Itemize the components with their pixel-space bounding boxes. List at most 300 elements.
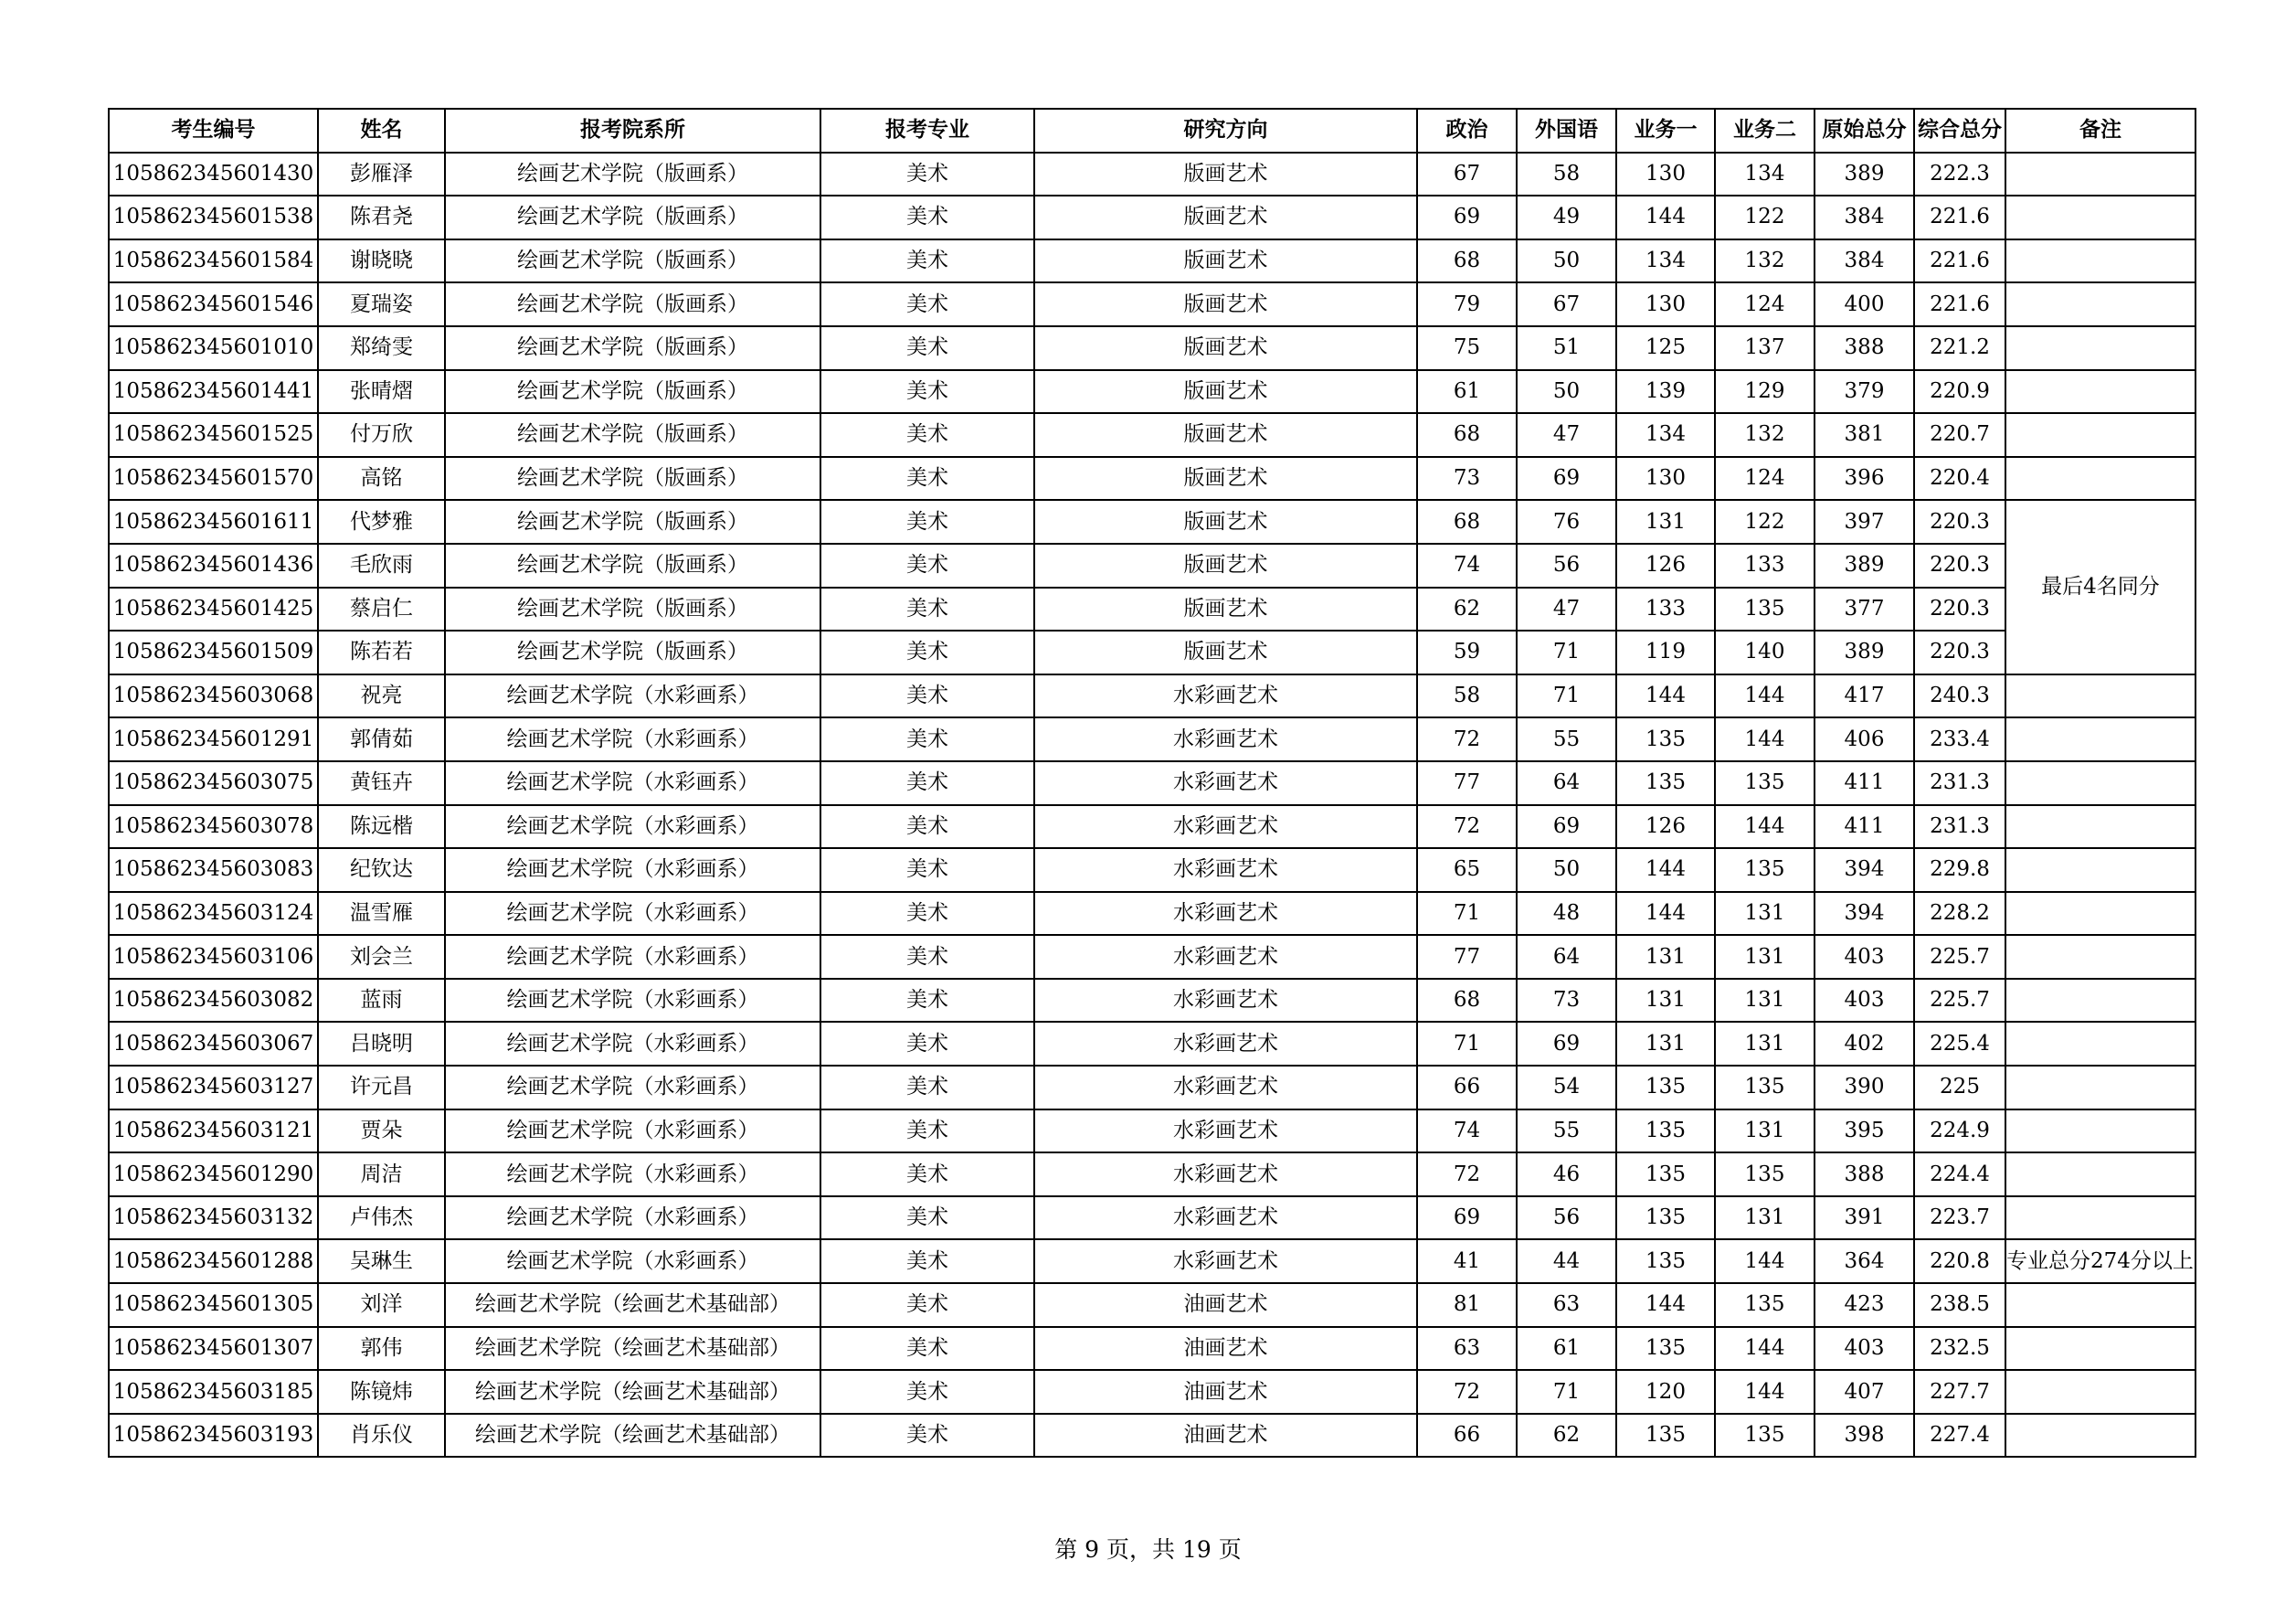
cell-col-politics: 72 xyxy=(1417,1370,1517,1414)
cell-col-direction: 水彩画艺术 xyxy=(1034,1196,1417,1240)
cell-col-composite-total: 231.3 xyxy=(1914,761,2005,805)
cell-col-subject-two: 124 xyxy=(1715,457,1815,501)
cell-col-subject-two: 135 xyxy=(1715,1283,1815,1327)
cell-col-politics: 62 xyxy=(1417,588,1517,632)
cell-col-composite-total: 240.3 xyxy=(1914,674,2005,718)
cell-col-major: 美术 xyxy=(820,500,1034,544)
cell-col-foreign-language: 71 xyxy=(1517,674,1616,718)
cell-col-major: 美术 xyxy=(820,588,1034,632)
cell-col-raw-total: 403 xyxy=(1815,1327,1914,1371)
cell-col-name: 许元昌 xyxy=(318,1066,445,1109)
cell-col-major: 美术 xyxy=(820,282,1034,326)
cell-col-raw-total: 403 xyxy=(1815,979,1914,1023)
cell-col-major: 美术 xyxy=(820,326,1034,370)
cell-col-department: 绘画艺术学院（版画系） xyxy=(445,413,820,457)
cell-col-id: 105862345601307 xyxy=(109,1327,318,1371)
cell-col-subject-two: 135 xyxy=(1715,761,1815,805)
cell-col-raw-total: 390 xyxy=(1815,1066,1914,1109)
cell-col-composite-total: 220.3 xyxy=(1914,544,2005,588)
cell-col-raw-total: 384 xyxy=(1815,239,1914,283)
cell-col-id: 105862345603185 xyxy=(109,1370,318,1414)
cell-col-composite-total: 229.8 xyxy=(1914,848,2005,892)
cell-col-foreign-language: 55 xyxy=(1517,717,1616,761)
cell-col-department: 绘画艺术学院（版画系） xyxy=(445,370,820,414)
cell-col-direction: 版画艺术 xyxy=(1034,457,1417,501)
cell-col-name: 贾朵 xyxy=(318,1109,445,1153)
cell-col-foreign-language: 67 xyxy=(1517,282,1616,326)
cell-col-foreign-language: 69 xyxy=(1517,805,1616,849)
table-row xyxy=(109,979,2195,1023)
page-footer: 第 9 页，共 19 页 xyxy=(1054,1536,1242,1563)
header-col-politics: 政治 xyxy=(1417,109,1517,153)
cell-col-raw-total: 394 xyxy=(1815,892,1914,936)
cell-col-major: 美术 xyxy=(820,1066,1034,1109)
cell-col-department: 绘画艺术学院（版画系） xyxy=(445,500,820,544)
cell-col-composite-total: 228.2 xyxy=(1914,892,2005,936)
cell-col-name: 付万欣 xyxy=(318,413,445,457)
cell-col-department: 绘画艺术学院（版画系） xyxy=(445,196,820,239)
cell-col-direction: 版画艺术 xyxy=(1034,153,1417,196)
cell-col-name: 蔡启仁 xyxy=(318,588,445,632)
cell-col-subject-one: 131 xyxy=(1616,1022,1715,1066)
cell-col-politics: 72 xyxy=(1417,805,1517,849)
cell-col-name: 郑绮雯 xyxy=(318,326,445,370)
cell-col-name: 温雪雁 xyxy=(318,892,445,936)
cell-col-id: 105862345601546 xyxy=(109,282,318,326)
cell-col-id: 105862345603075 xyxy=(109,761,318,805)
cell-col-foreign-language: 64 xyxy=(1517,935,1616,979)
cell-col-id: 105862345601436 xyxy=(109,544,318,588)
cell-col-foreign-language: 47 xyxy=(1517,588,1616,632)
cell-col-major: 美术 xyxy=(820,1196,1034,1240)
cell-col-name: 纪钦达 xyxy=(318,848,445,892)
cell-col-subject-one: 135 xyxy=(1616,717,1715,761)
cell-col-department: 绘画艺术学院（版画系） xyxy=(445,588,820,632)
cell-col-id: 105862345601538 xyxy=(109,196,318,239)
cell-col-name: 陈远楷 xyxy=(318,805,445,849)
cell-col-department: 绘画艺术学院（绘画艺术基础部） xyxy=(445,1327,820,1371)
cell-col-foreign-language: 51 xyxy=(1517,326,1616,370)
cell-col-department: 绘画艺术学院（版画系） xyxy=(445,326,820,370)
cell-col-raw-total: 377 xyxy=(1815,588,1914,632)
cell-col-subject-two: 129 xyxy=(1715,370,1815,414)
header-col-foreign-language: 外国语 xyxy=(1517,109,1616,153)
cell-col-id: 105862345601291 xyxy=(109,717,318,761)
cell-col-id: 105862345601010 xyxy=(109,326,318,370)
cell-col-name: 刘会兰 xyxy=(318,935,445,979)
cell-col-id: 105862345603082 xyxy=(109,979,318,1023)
table-row xyxy=(109,1414,2195,1458)
cell-col-composite-total: 227.4 xyxy=(1914,1414,2005,1458)
cell-col-composite-total: 225.7 xyxy=(1914,935,2005,979)
cell-col-composite-total: 231.3 xyxy=(1914,805,2005,849)
header-col-name: 姓名 xyxy=(318,109,445,153)
cell-col-remarks xyxy=(2005,282,2195,326)
cell-col-major: 美术 xyxy=(820,1239,1034,1283)
cell-col-department: 绘画艺术学院（水彩画系） xyxy=(445,674,820,718)
cell-col-direction: 水彩画艺术 xyxy=(1034,1066,1417,1109)
cell-col-subject-one: 126 xyxy=(1616,544,1715,588)
cell-col-major: 美术 xyxy=(820,1109,1034,1153)
cell-col-major: 美术 xyxy=(820,805,1034,849)
cell-col-direction: 水彩画艺术 xyxy=(1034,805,1417,849)
cell-col-remarks xyxy=(2005,1022,2195,1066)
cell-col-major: 美术 xyxy=(820,1327,1034,1371)
cell-col-raw-total: 389 xyxy=(1815,153,1914,196)
cell-col-direction: 版画艺术 xyxy=(1034,282,1417,326)
cell-col-politics: 71 xyxy=(1417,1022,1517,1066)
cell-col-foreign-language: 58 xyxy=(1517,153,1616,196)
cell-col-composite-total: 232.5 xyxy=(1914,1327,2005,1371)
cell-col-subject-one: 134 xyxy=(1616,413,1715,457)
cell-col-subject-two: 133 xyxy=(1715,544,1815,588)
cell-col-subject-two: 122 xyxy=(1715,196,1815,239)
cell-col-major: 美术 xyxy=(820,848,1034,892)
cell-col-department: 绘画艺术学院（版画系） xyxy=(445,457,820,501)
cell-col-foreign-language: 56 xyxy=(1517,1196,1616,1240)
cell-col-remarks xyxy=(2005,1327,2195,1371)
cell-col-subject-two: 124 xyxy=(1715,282,1815,326)
table-row xyxy=(109,674,2195,718)
cell-col-subject-one: 139 xyxy=(1616,370,1715,414)
cell-col-major: 美术 xyxy=(820,935,1034,979)
cell-col-subject-two: 144 xyxy=(1715,674,1815,718)
cell-col-foreign-language: 76 xyxy=(1517,500,1616,544)
cell-col-raw-total: 411 xyxy=(1815,805,1914,849)
cell-col-id: 105862345601441 xyxy=(109,370,318,414)
cell-col-remarks xyxy=(2005,370,2195,414)
cell-col-remarks xyxy=(2005,196,2195,239)
cell-col-remarks xyxy=(2005,674,2195,718)
cell-col-subject-two: 131 xyxy=(1715,979,1815,1023)
cell-col-politics: 59 xyxy=(1417,631,1517,674)
table-row xyxy=(109,544,2195,588)
cell-col-subject-one: 135 xyxy=(1616,1414,1715,1458)
cell-col-direction: 油画艺术 xyxy=(1034,1283,1417,1327)
cell-col-politics: 81 xyxy=(1417,1283,1517,1327)
cell-col-politics: 72 xyxy=(1417,717,1517,761)
cell-col-composite-total: 220.7 xyxy=(1914,413,2005,457)
cell-col-raw-total: 423 xyxy=(1815,1283,1914,1327)
cell-col-department: 绘画艺术学院（水彩画系） xyxy=(445,717,820,761)
cell-col-id: 105862345603078 xyxy=(109,805,318,849)
cell-col-subject-one: 131 xyxy=(1616,935,1715,979)
cell-col-remarks xyxy=(2005,457,2195,501)
cell-col-foreign-language: 46 xyxy=(1517,1152,1616,1196)
cell-col-direction: 水彩画艺术 xyxy=(1034,674,1417,718)
cell-col-id: 105862345603132 xyxy=(109,1196,318,1240)
cell-col-direction: 水彩画艺术 xyxy=(1034,1239,1417,1283)
table-row xyxy=(109,1066,2195,1109)
cell-col-politics: 68 xyxy=(1417,500,1517,544)
cell-col-direction: 版画艺术 xyxy=(1034,370,1417,414)
cell-col-subject-one: 135 xyxy=(1616,761,1715,805)
cell-col-remarks xyxy=(2005,1152,2195,1196)
cell-col-politics: 71 xyxy=(1417,892,1517,936)
header-col-direction: 研究方向 xyxy=(1034,109,1417,153)
cell-col-id: 105862345603121 xyxy=(109,1109,318,1153)
cell-col-direction: 油画艺术 xyxy=(1034,1414,1417,1458)
cell-col-department: 绘画艺术学院（水彩画系） xyxy=(445,1109,820,1153)
cell-col-foreign-language: 50 xyxy=(1517,239,1616,283)
table-row xyxy=(109,1022,2195,1066)
cell-col-subject-one: 130 xyxy=(1616,457,1715,501)
cell-col-direction: 版画艺术 xyxy=(1034,588,1417,632)
cell-col-remarks xyxy=(2005,935,2195,979)
header-col-subject-two: 业务二 xyxy=(1715,109,1815,153)
cell-col-id: 105862345601425 xyxy=(109,588,318,632)
cell-col-remarks xyxy=(2005,153,2195,196)
cell-col-composite-total: 220.3 xyxy=(1914,588,2005,632)
cell-col-id: 105862345601430 xyxy=(109,153,318,196)
header-col-subject-one: 业务一 xyxy=(1616,109,1715,153)
cell-col-name: 吕晓明 xyxy=(318,1022,445,1066)
cell-col-department: 绘画艺术学院（水彩画系） xyxy=(445,848,820,892)
table-row xyxy=(109,1109,2195,1153)
cell-col-direction: 版画艺术 xyxy=(1034,544,1417,588)
cell-col-raw-total: 381 xyxy=(1815,413,1914,457)
cell-col-composite-total: 220.4 xyxy=(1914,457,2005,501)
cell-col-foreign-language: 54 xyxy=(1517,1066,1616,1109)
cell-col-politics: 66 xyxy=(1417,1414,1517,1458)
cell-col-raw-total: 396 xyxy=(1815,457,1914,501)
cell-col-major: 美术 xyxy=(820,153,1034,196)
cell-col-composite-total: 222.3 xyxy=(1914,153,2005,196)
cell-col-direction: 水彩画艺术 xyxy=(1034,848,1417,892)
header-col-composite-total: 综合总分 xyxy=(1914,109,2005,153)
cell-col-politics: 74 xyxy=(1417,1109,1517,1153)
cell-col-id: 105862345603124 xyxy=(109,892,318,936)
table-row xyxy=(109,457,2195,501)
cell-col-direction: 水彩画艺术 xyxy=(1034,935,1417,979)
cell-col-composite-total: 221.6 xyxy=(1914,282,2005,326)
cell-col-remarks xyxy=(2005,805,2195,849)
cell-col-politics: 68 xyxy=(1417,239,1517,283)
cell-col-name: 夏瑞姿 xyxy=(318,282,445,326)
cell-col-politics: 73 xyxy=(1417,457,1517,501)
cell-col-subject-two: 144 xyxy=(1715,805,1815,849)
cell-col-raw-total: 403 xyxy=(1815,935,1914,979)
cell-col-foreign-language: 63 xyxy=(1517,1283,1616,1327)
cell-col-raw-total: 384 xyxy=(1815,196,1914,239)
cell-col-major: 美术 xyxy=(820,1283,1034,1327)
table-row xyxy=(109,1327,2195,1371)
cell-col-remarks: 最后4名同分 xyxy=(2005,500,2195,674)
cell-col-remarks xyxy=(2005,717,2195,761)
cell-col-direction: 版画艺术 xyxy=(1034,239,1417,283)
cell-col-raw-total: 394 xyxy=(1815,848,1914,892)
cell-col-subject-two: 132 xyxy=(1715,413,1815,457)
cell-col-composite-total: 225.4 xyxy=(1914,1022,2005,1066)
cell-col-id: 105862345603193 xyxy=(109,1414,318,1458)
cell-col-composite-total: 220.9 xyxy=(1914,370,2005,414)
cell-col-id: 105862345601509 xyxy=(109,631,318,674)
cell-col-subject-one: 144 xyxy=(1616,196,1715,239)
cell-col-department: 绘画艺术学院（绘画艺术基础部） xyxy=(445,1414,820,1458)
table-row xyxy=(109,282,2195,326)
cell-col-foreign-language: 62 xyxy=(1517,1414,1616,1458)
cell-col-subject-one: 144 xyxy=(1616,848,1715,892)
cell-col-id: 105862345601305 xyxy=(109,1283,318,1327)
cell-col-politics: 79 xyxy=(1417,282,1517,326)
cell-col-remarks xyxy=(2005,1066,2195,1109)
table-row xyxy=(109,892,2195,936)
header-col-major: 报考专业 xyxy=(820,109,1034,153)
cell-col-composite-total: 225.7 xyxy=(1914,979,2005,1023)
cell-col-name: 谢晓晓 xyxy=(318,239,445,283)
cell-col-major: 美术 xyxy=(820,631,1034,674)
cell-col-major: 美术 xyxy=(820,761,1034,805)
cell-col-direction: 水彩画艺术 xyxy=(1034,892,1417,936)
cell-col-id: 105862345603083 xyxy=(109,848,318,892)
cell-col-department: 绘画艺术学院（绘画艺术基础部） xyxy=(445,1370,820,1414)
cell-col-remarks xyxy=(2005,239,2195,283)
cell-col-remarks xyxy=(2005,848,2195,892)
cell-col-department: 绘画艺术学院（水彩画系） xyxy=(445,1152,820,1196)
cell-col-subject-two: 132 xyxy=(1715,239,1815,283)
cell-col-id: 105862345601288 xyxy=(109,1239,318,1283)
cell-col-major: 美术 xyxy=(820,370,1034,414)
cell-col-foreign-language: 44 xyxy=(1517,1239,1616,1283)
cell-col-politics: 69 xyxy=(1417,196,1517,239)
cell-col-composite-total: 220.8 xyxy=(1914,1239,2005,1283)
cell-col-raw-total: 400 xyxy=(1815,282,1914,326)
cell-col-subject-two: 140 xyxy=(1715,631,1815,674)
cell-col-id: 105862345603127 xyxy=(109,1066,318,1109)
cell-col-major: 美术 xyxy=(820,979,1034,1023)
cell-col-remarks: 专业总分274分以上 xyxy=(2005,1239,2195,1283)
cell-col-subject-one: 130 xyxy=(1616,153,1715,196)
cell-col-department: 绘画艺术学院（水彩画系） xyxy=(445,892,820,936)
cell-col-politics: 65 xyxy=(1417,848,1517,892)
cell-col-composite-total: 221.6 xyxy=(1914,196,2005,239)
cell-col-subject-one: 135 xyxy=(1616,1109,1715,1153)
table-row xyxy=(109,1152,2195,1196)
cell-col-foreign-language: 64 xyxy=(1517,761,1616,805)
cell-col-department: 绘画艺术学院（水彩画系） xyxy=(445,935,820,979)
score-table xyxy=(108,108,2196,1458)
header-col-id: 考生编号 xyxy=(109,109,318,153)
cell-col-subject-one: 144 xyxy=(1616,674,1715,718)
cell-col-id: 105862345601525 xyxy=(109,413,318,457)
cell-col-subject-one: 135 xyxy=(1616,1152,1715,1196)
cell-col-direction: 版画艺术 xyxy=(1034,631,1417,674)
cell-col-composite-total: 223.7 xyxy=(1914,1196,2005,1240)
table-row xyxy=(109,717,2195,761)
cell-col-major: 美术 xyxy=(820,1152,1034,1196)
cell-col-politics: 77 xyxy=(1417,935,1517,979)
table-row xyxy=(109,1196,2195,1240)
cell-col-subject-two: 144 xyxy=(1715,1327,1815,1371)
cell-col-raw-total: 411 xyxy=(1815,761,1914,805)
cell-col-major: 美术 xyxy=(820,239,1034,283)
cell-col-direction: 版画艺术 xyxy=(1034,500,1417,544)
cell-col-remarks xyxy=(2005,1283,2195,1327)
cell-col-subject-two: 135 xyxy=(1715,1414,1815,1458)
cell-col-subject-one: 120 xyxy=(1616,1370,1715,1414)
cell-col-remarks xyxy=(2005,1196,2195,1240)
cell-col-composite-total: 225 xyxy=(1914,1066,2005,1109)
cell-col-direction: 水彩画艺术 xyxy=(1034,979,1417,1023)
cell-col-foreign-language: 73 xyxy=(1517,979,1616,1023)
cell-col-name: 祝亮 xyxy=(318,674,445,718)
cell-col-subject-one: 125 xyxy=(1616,326,1715,370)
cell-col-name: 周洁 xyxy=(318,1152,445,1196)
cell-col-raw-total: 407 xyxy=(1815,1370,1914,1414)
cell-col-direction: 油画艺术 xyxy=(1034,1327,1417,1371)
cell-col-foreign-language: 69 xyxy=(1517,1022,1616,1066)
cell-col-name: 陈镜炜 xyxy=(318,1370,445,1414)
cell-col-id: 105862345601611 xyxy=(109,500,318,544)
table-row xyxy=(109,631,2195,674)
cell-col-politics: 75 xyxy=(1417,326,1517,370)
cell-col-politics: 58 xyxy=(1417,674,1517,718)
cell-col-subject-two: 135 xyxy=(1715,848,1815,892)
cell-col-department: 绘画艺术学院（版画系） xyxy=(445,153,820,196)
cell-col-foreign-language: 48 xyxy=(1517,892,1616,936)
cell-col-politics: 68 xyxy=(1417,413,1517,457)
cell-col-composite-total: 227.7 xyxy=(1914,1370,2005,1414)
cell-col-department: 绘画艺术学院（版画系） xyxy=(445,282,820,326)
cell-col-major: 美术 xyxy=(820,892,1034,936)
cell-col-raw-total: 379 xyxy=(1815,370,1914,414)
cell-col-raw-total: 398 xyxy=(1815,1414,1914,1458)
cell-col-subject-one: 130 xyxy=(1616,282,1715,326)
cell-col-department: 绘画艺术学院（水彩画系） xyxy=(445,1066,820,1109)
cell-col-foreign-language: 50 xyxy=(1517,848,1616,892)
cell-col-direction: 水彩画艺术 xyxy=(1034,1109,1417,1153)
cell-col-subject-one: 135 xyxy=(1616,1066,1715,1109)
cell-col-major: 美术 xyxy=(820,1370,1034,1414)
cell-col-subject-one: 126 xyxy=(1616,805,1715,849)
table-row xyxy=(109,239,2195,283)
cell-col-name: 陈若若 xyxy=(318,631,445,674)
cell-col-subject-one: 133 xyxy=(1616,588,1715,632)
table-row xyxy=(109,805,2195,849)
cell-col-remarks xyxy=(2005,1414,2195,1458)
cell-col-subject-two: 144 xyxy=(1715,1370,1815,1414)
cell-col-subject-one: 144 xyxy=(1616,1283,1715,1327)
table-body xyxy=(109,153,2195,1458)
cell-col-foreign-language: 47 xyxy=(1517,413,1616,457)
cell-col-politics: 69 xyxy=(1417,1196,1517,1240)
cell-col-subject-two: 144 xyxy=(1715,717,1815,761)
cell-col-foreign-language: 56 xyxy=(1517,544,1616,588)
cell-col-direction: 油画艺术 xyxy=(1034,1370,1417,1414)
cell-col-name: 彭雁泽 xyxy=(318,153,445,196)
cell-col-name: 郭伟 xyxy=(318,1327,445,1371)
cell-col-major: 美术 xyxy=(820,1022,1034,1066)
cell-col-major: 美术 xyxy=(820,674,1034,718)
cell-col-remarks xyxy=(2005,326,2195,370)
cell-col-foreign-language: 50 xyxy=(1517,370,1616,414)
cell-col-politics: 77 xyxy=(1417,761,1517,805)
cell-col-raw-total: 388 xyxy=(1815,326,1914,370)
cell-col-major: 美术 xyxy=(820,717,1034,761)
cell-col-raw-total: 389 xyxy=(1815,631,1914,674)
cell-col-raw-total: 397 xyxy=(1815,500,1914,544)
cell-col-raw-total: 388 xyxy=(1815,1152,1914,1196)
cell-col-subject-one: 131 xyxy=(1616,979,1715,1023)
cell-col-politics: 67 xyxy=(1417,153,1517,196)
cell-col-subject-one: 131 xyxy=(1616,500,1715,544)
cell-col-name: 黄钰卉 xyxy=(318,761,445,805)
cell-col-subject-one: 134 xyxy=(1616,239,1715,283)
cell-col-composite-total: 220.3 xyxy=(1914,631,2005,674)
cell-col-direction: 版画艺术 xyxy=(1034,413,1417,457)
table-row xyxy=(109,326,2195,370)
cell-col-raw-total: 395 xyxy=(1815,1109,1914,1153)
